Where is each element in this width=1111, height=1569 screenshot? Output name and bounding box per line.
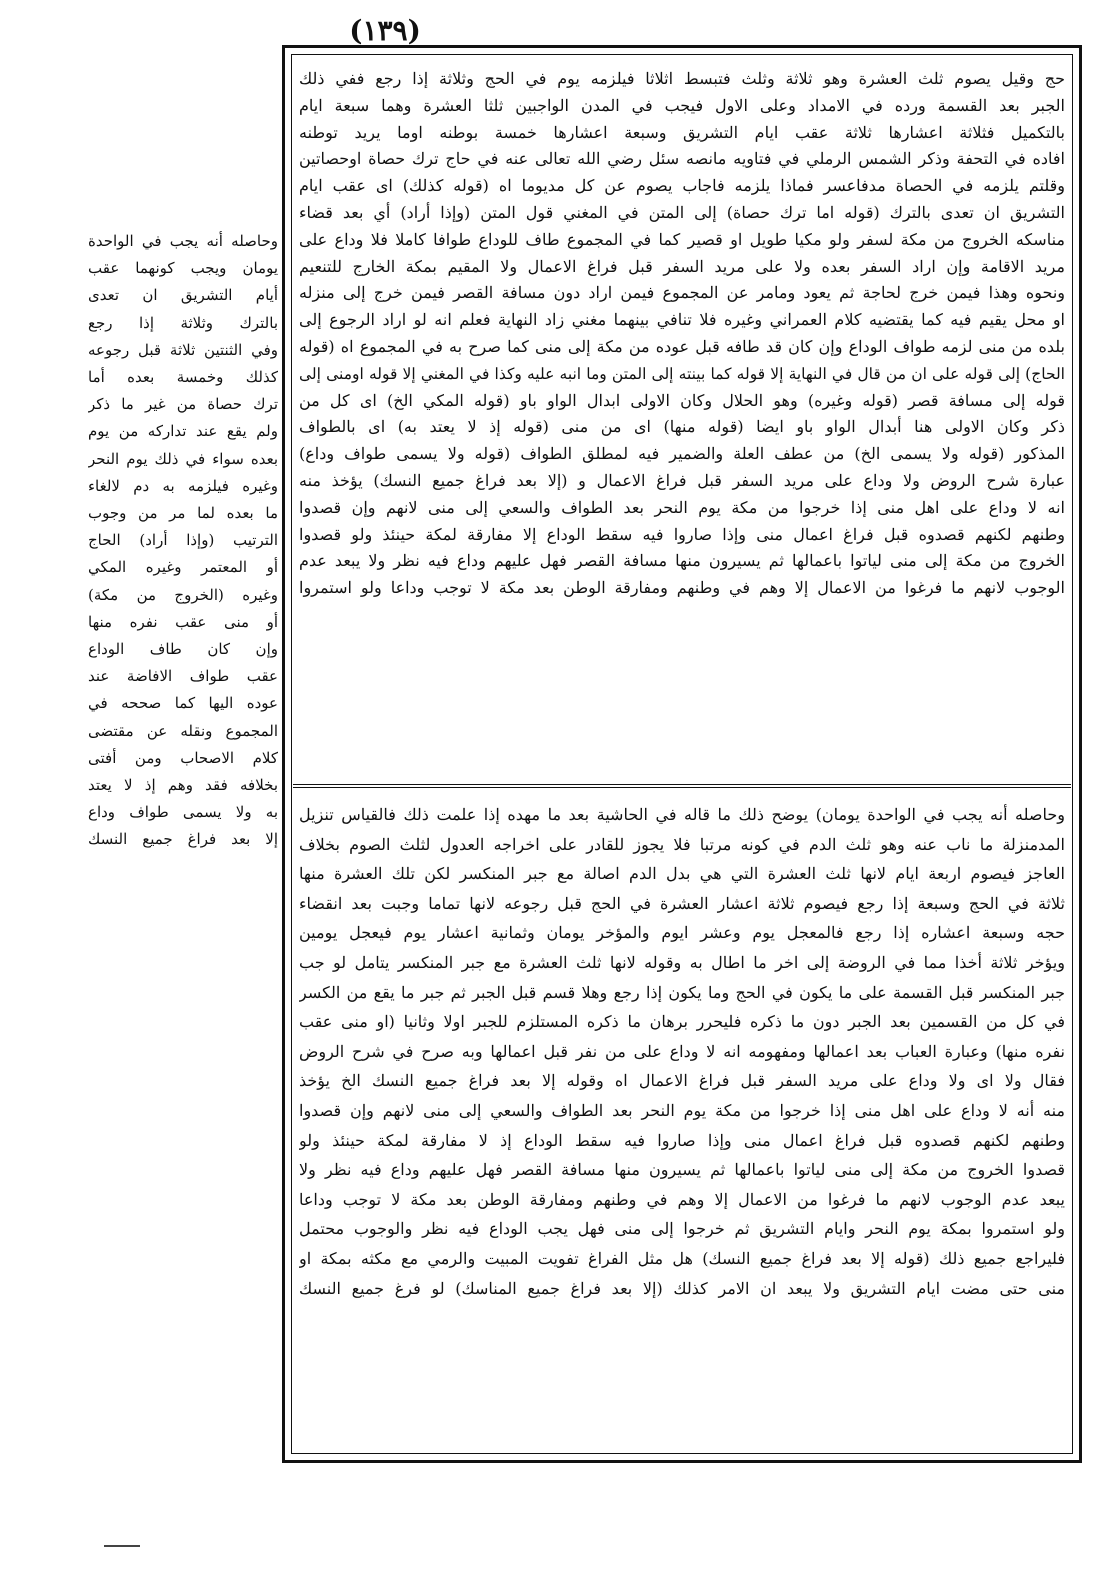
footnote-line: فليراجع جميع ذلك (قوله إلا بعد فراغ جميع النسك) هل مثل الفراغ تفويت المبيت والرمي مع مكثه بمكة او — [299, 1248, 1065, 1268]
margin-line: وفي الثنتين ثلاثة قبل رجوعه — [88, 340, 278, 359]
margin-commentary-block — [88, 228, 278, 1288]
margin-line: إلا بعد فراغ جميع النسك — [88, 830, 278, 849]
footnote-line: يبعد عدم الوجوب لانهم ما فرغوا من الاعمال إلا وهم في وطنهم ومفارقة الوطن بعد مكة لا توجب وداعا — [299, 1189, 1065, 1209]
main-text-line: الخروج من مكة إلى منى لياتوا باعمالها ثم يسيرون منها مسافة القصر فهل عليهم وداع فيه نظر ولا يبعد عدم — [299, 551, 1065, 571]
footnote-line: قصدوا الخروج من مكة إلى منى لياتوا باعمالها ثم يسيرون منها مسافة القصر فهل عليهم وداع فيه نظر ولا — [299, 1160, 1065, 1180]
margin-line: ترك حصاة من غير ما ذكر — [88, 395, 278, 414]
footnote-line: جبر المنكسر قبل القسمة على ما يكون في الحج وما يكون إذا رجع وهلا قسم قبل الجبر ثم جبر ما يقع من الكسر — [299, 982, 1065, 1002]
main-text-line: بالتكميل فثلاثة اعشارها ثلاثة عقب ايام التشريق وسبعة اعشارها خمسة بوطنه اوما يريد توطنه — [299, 122, 1065, 142]
margin-line: بالترك وثلاثة إذا رجع — [88, 313, 278, 332]
main-text-line: المذكور (قوله ولا يسمى الخ) من عطف العلة والضمير فيه لمطلق الطواف (قوله ولا يسمى طواف وداع) — [299, 444, 1065, 464]
main-text-line: التشريق ان تعدى بالترك (قوله اما ترك حصاة) إلى المتن في المغني قول المتن (وإذا أراد) أي بعد قضاء — [299, 202, 1065, 222]
main-text-line: وطنهم لكنهم قصدوه قبل فراغ اعمال منى وإذا صاروا فيه سقط الوداع إلا مفارقة لمكة حينئذ ولو قصدوا — [299, 524, 1065, 544]
footnote-line: ويؤخر ثلاثة أخذا مما في الروضة إلى اخر ما اطال به وقوله لانها ثلث العشرة مع جبر المنكسر يتامل لو جب — [299, 952, 1065, 972]
margin-line: به ولا يسمى طواف وداع — [88, 803, 278, 822]
margin-line: أو المعتمر وغيره المكي — [88, 558, 278, 577]
main-text-line: قوله إلى مسافة قصر (قوله وغيره) وهو الحلال وكان الاولى ابدال الواو باو (قوله المكي الخ) اى كل من — [299, 390, 1065, 410]
margin-line: ولم يقع عند تداركه من يوم — [88, 422, 278, 441]
footnote-line: المدمنزلة ما ناب عنه وهو ثلث الدم في كونه مرتبا فلا يجوز للقادر على اخراجه العدول لثلث الصوم بخلاف — [299, 834, 1065, 854]
footnote-line: منى حتى مضت ايام التشريق ولا يبعد ان الامر كذلك (إلا بعد فراغ جميع المناسك) لو فرغ جميع النسك — [299, 1278, 1065, 1298]
footnote-line: ثلاثة في الحج وسبعة إذا رجع فيصوم ثلاثة اعشار العشرة في الحج قبل رجوعه لانها تماما وجبت بعد انقضاء — [299, 893, 1065, 913]
margin-line: وحاصله أنه يجب في الواحدة — [88, 232, 278, 250]
margin-line: كلام الاصحاب ومن أفتى — [88, 748, 278, 767]
margin-line: وغيره (الخروج من مكة) — [88, 585, 278, 604]
footnote-line: وحاصله أنه يجب في الواحدة يومان) يوضح ذلك ما قاله في الحاشية بعد ما مهده إذا علمت ذلك فالقياس تنزيل — [299, 805, 1065, 824]
footnote-line: العاجز فيصوم اربعة ايام لانها ثلث العشرة التي هي بدل الدم اصالة مع جبر المنكسر لكن تلك العشرة منها — [299, 864, 1065, 884]
margin-line: بعده سواء في ذلك يوم النحر — [88, 449, 278, 468]
margin-line: بخلافه فقد وهم إذ لا يعتد — [88, 776, 278, 795]
main-text-line: ونحوه وهذا فيمن خرج لحاجة ثم يعود ومامر عن المجموع فيمن اراد دون مسافة القصر فيمن خرج إلى منزله — [299, 283, 1065, 303]
margin-line: وغيره فيلزمه به دم لالغاء — [88, 476, 278, 495]
main-text-line: مناسكه الخروج من مكة لسفر ولو مكيا طويل او قصير كما في المجموع طاف للوداع طوافا كاملا فلا وداع على — [299, 229, 1065, 249]
footnote-line: حجه وسبعة اعشاره إذا رجع فالمعجل يوم وعشر ايوم والمؤخر يومان وثمانية اعشار يوم فيعجل يومين — [299, 923, 1065, 943]
margin-line: أو منى عقب نفره منها — [88, 612, 278, 631]
footnote-text-block — [299, 800, 1065, 1450]
main-text-line: الحاج) إلى قوله على ان من قال في النهاية إلا قوله كما بينته إلى المتن وما انبه عليه وكذا في المغني إلا قوله اومنى إلى — [299, 364, 1065, 383]
main-text-line: ذكر وكان الاولى هنا أبدال الواو باو ايضا (قوله منها) اى من منى (قوله إذ لا يعتد به) اى بالطواف — [299, 417, 1065, 437]
main-text-line: الجبر بعد القسمة ورده في الامداد وعلى الاول فيجب في المدن الواجبين ثلثا العشرة وهما سبعة ايام — [299, 95, 1065, 115]
footnote-line: وطنهم لكنهم قصدوه قبل فراغ اعمال منى وإذا صاروا فيه سقط الوداع إذ لا مفارقة لمكة حينئذ ولو — [299, 1130, 1065, 1150]
main-text-line: الوجوب لانهم ما فرغوا من الاعمال إلا وهم في وطنهم ومفارقة الوطن بعد مكة لا توجب وداعا ولو استمروا — [299, 578, 1065, 598]
margin-line: المجموع ونقله عن مقتضى — [88, 721, 278, 740]
margin-line: كذلك وخمسة بعده أما — [88, 368, 278, 387]
margin-line: يومان ويجب كونهما عقب — [88, 259, 278, 278]
footnote-line: في كل من القسمين بعد الجبر دون ما ذكره فليحرر برهان ما ذكره المستلزم للجبر اولا وثانيا (او منى عقب — [299, 1012, 1065, 1032]
scan-mark — [104, 1545, 140, 1547]
footnote-line: منه أنه لا وداع على اهل منى إذا خرجوا من مكة يوم النحر بعد الطواف والسعي إلى منى لانهم وإن قصدوا — [299, 1100, 1065, 1120]
main-text-line: انه لا وداع على اهل منى إذا خرجوا من مكة يوم النحر بعد الطواف والسعي إلى منى لانهم وإن قصدوا — [299, 497, 1065, 517]
main-text-line: وقلتم يلزمه في الحصاة مدفاعسر فماذا يلزمه فاجاب يصوم عن كل مديوما اه (قوله كذلك) اى عقب ايام — [299, 176, 1065, 196]
margin-line: أيام التشريق ان تعدى — [88, 286, 278, 305]
main-text-line: عبارة شرح الروض ولا وداع على مريد السفر قبل فراغ الاعمال و (إلا بعد فراغ جميع النسك) يؤخذ منه — [299, 470, 1065, 490]
margin-line: الترتيب (وإذا أراد) الحاج — [88, 531, 278, 550]
margin-line: ما بعده لما مر من وجوب — [88, 504, 278, 523]
main-text-line: حج وقيل يصوم ثلث العشرة وهو ثلاثة وثلث فتبسط اثلاثا فيلزمه يوم في الحج وثلاثة إذا رجع ففي ذلك — [299, 69, 1065, 88]
footnote-line: نفره منها) وعبارة العباب بعد اعمالها ومفهومه انه لا وداع على من نفر قبل اعمالها وبه صرح في شرح الروض — [299, 1041, 1065, 1061]
main-text-block — [299, 66, 1065, 762]
page-number: (١٣٩) — [349, 14, 421, 47]
page-frame — [282, 45, 1082, 1463]
margin-line: وإن كان طاف الوداع — [88, 640, 278, 659]
margin-line: عقب طواف الافاضة عند — [88, 667, 278, 686]
main-text-line: مريد الاقامة وإن اراد السفر بعده ولا على مريد السفر قبل فراغ الاعمال ولا المقيم بمكة الخارج للتنعيم — [299, 256, 1065, 276]
main-text-line: او محل يقيم فيه كما يقتضيه كلام العمراني وغيره فلا تنافي بينهما مغني زاد النهاية فعلم انه لو اراد الرجوع إلى — [299, 310, 1065, 330]
margin-line: عوده اليها كما صححه في — [88, 694, 278, 713]
main-text-line: بلده من منى لزمه طواف الوداع وإن كان قد طافه قبل عوده من مكة إلى منى كما صرح به في المجموع اه (قوله — [299, 336, 1065, 356]
footnote-line: ولو استمروا بمكة يوم النحر وايام التشريق ثم خرجوا إلى منى فهل يجب الوداع فيه نظر والوجوب محتمل — [299, 1219, 1065, 1239]
footnote-line: فقال ولا اى ولا وداع على مريد السفر قبل فراغ الاعمال اه وقوله إلا بعد فراغ جميع النسك الخ يؤخذ — [299, 1071, 1065, 1091]
main-text-line: افاده في التحفة وذكر الشمس الرملي في فتاويه مانصه سئل رضي الله تعالى عنه في حاج ترك حصاة اوحصاتين — [299, 149, 1065, 169]
section-divider — [293, 784, 1071, 788]
